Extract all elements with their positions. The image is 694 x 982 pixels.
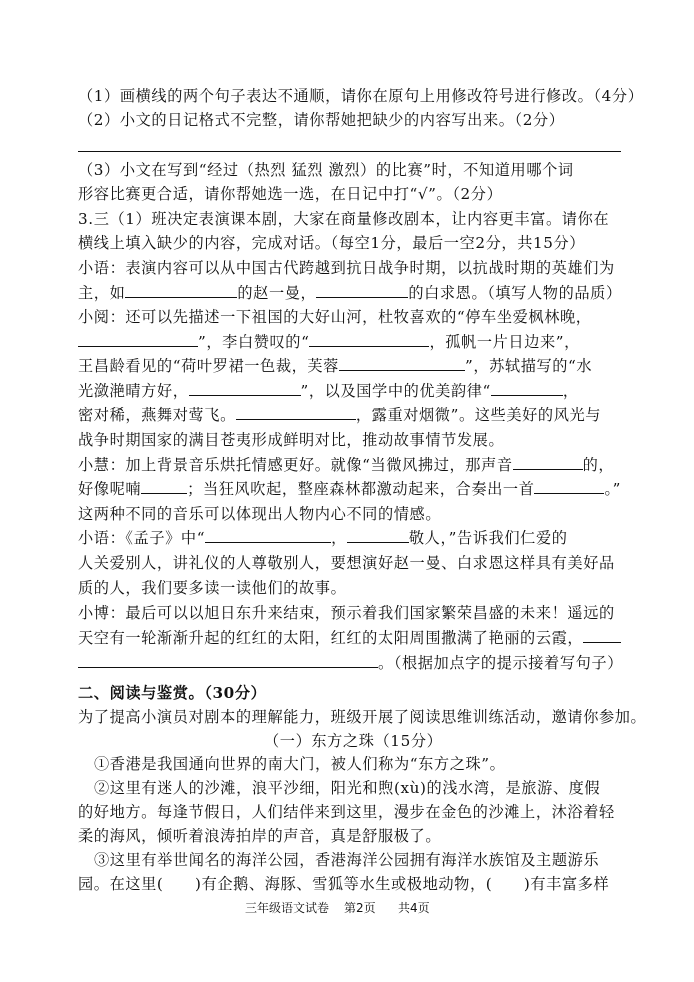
xiaoyue-line-1: 小阅：还可以先描述一下祖国的大好山河，杜牧喜欢的“停车坐爱枫林晚， <box>78 308 592 326</box>
blank-field[interactable] <box>513 455 583 470</box>
text: ；当狂风吹起，整座森林都激动起来，合奏出一首 <box>187 480 535 498</box>
xiaoyu-line-1: 小语：表演内容可以从中国古代跨越到抗日战争时期，以抗战时期的英雄们为 <box>78 259 615 277</box>
text: ”，以及国学中的优美韵律“ <box>300 382 491 400</box>
footer-total-pages: 共4页 <box>398 901 430 915</box>
text: 的白求恩。（填写人物的品质） <box>408 284 622 302</box>
text: 的， <box>582 456 615 474</box>
text: ，孤帆一片日边来”， <box>429 333 580 351</box>
blank-field[interactable] <box>347 528 409 543</box>
blank-field[interactable] <box>205 528 331 543</box>
xiaoyue-line-5 <box>78 405 601 425</box>
text: 敬人，”告诉我们仁爱的 <box>408 529 568 547</box>
text: ， <box>562 382 579 400</box>
question-2: （2）小文的日记格式不完整，请你帮她把缺少的内容写出来。（2分） <box>78 111 565 129</box>
text: 的赵一曼， <box>237 284 317 302</box>
blank-field[interactable] <box>583 628 621 643</box>
text: 小语：《孟子》中“ <box>78 529 206 547</box>
text: 。（根据加点字的提示接着写句子） <box>378 654 623 672</box>
paragraph-1: ①香港是我国通向世界的南大门，被人们称为“东方之珠”。 <box>94 755 506 773</box>
xiaoyu2-line-3: 质的人，我们要多读一读他们的故事。 <box>78 579 347 597</box>
blank-field[interactable] <box>78 332 198 347</box>
text: ”，李白赞叹的“ <box>198 333 310 351</box>
blank-field[interactable] <box>491 381 563 396</box>
xiaoyue-line-4 <box>78 381 579 401</box>
xiaoyue-line-2 <box>78 332 580 352</box>
text: 好像呢喃 <box>78 480 142 498</box>
xiaohui-line-1 <box>78 455 614 475</box>
blank-field[interactable] <box>236 405 356 420</box>
text: ，露重对烟微”。这些美好的风光与 <box>355 406 602 424</box>
xiaoyu2-line-2: 人关爱别人，讲礼仪的人尊敬别人，要想演好赵一曼、白求恩这样具有美好品 <box>78 554 615 572</box>
paragraph-3-line-2: 园。在这里( )有企鹅、海豚、雪狐等水生或极地动物，( )有丰富多样 <box>78 875 610 893</box>
text: 主，如 <box>78 284 126 302</box>
text: 小慧：加上背景音乐烘托情感更好。就像“当微风拂过，那声音 <box>78 456 513 474</box>
text: ”，苏轼描写的“水 <box>464 357 593 375</box>
blank-field[interactable] <box>309 332 429 347</box>
xiaobo-line-2 <box>78 628 621 648</box>
section-3-intro-line-1: 3.三（1）班决定表演课本剧，大家在商量修改剧本，让内容更丰富。请你在 <box>78 210 610 228</box>
question-3-line-2: 形容比赛更合适，请你帮她选一选，在日记中打“√”。（2分） <box>78 185 503 203</box>
xiaohui-line-3: 这两种不同的音乐可以体现出人物内心不同的情感。 <box>78 505 442 523</box>
xiaoyue-line-3 <box>78 356 592 376</box>
xiaobo-line-1: 小博：最后可以以旭日东升来结束，预示着我们国家繁荣昌盛的未来！遥远的 <box>78 604 615 622</box>
question-3-line-1: （3）小文在写到“经过（热烈 猛烈 激烈）的比赛”时，不知道用哪个词 <box>78 161 574 179</box>
footer-exam-name: 三年级语文试卷 <box>245 901 330 915</box>
text: 天空有一轮渐渐升起的红红的太阳，红红的太阳周围撒满了艳丽的云霞， <box>78 629 584 647</box>
text: 光潋滟晴方好， <box>78 382 189 400</box>
section-3-intro-line-2: 横线上填入缺少的内容，完成对话。（每空1分，最后一空2分，共15分） <box>78 234 586 252</box>
xiaoyu-line-2 <box>78 283 622 303</box>
text: 王昌龄看见的“荷叶罗裙一色裁，芙蓉 <box>78 357 339 375</box>
blank-field[interactable] <box>141 479 187 494</box>
text: 。” <box>604 480 622 498</box>
footer-page-number: 第2页 <box>344 901 376 915</box>
blank-field[interactable] <box>534 479 604 494</box>
blank-field[interactable] <box>316 283 408 298</box>
paragraph-2-line-1: ②这里有迷人的沙滩，浪平沙细，阳光和煦(xù)的浅水湾，是旅游、度假 <box>94 779 601 797</box>
xiaoyu2-line-1 <box>78 528 568 548</box>
paragraph-3-line-1: ③这里有举世闻名的海洋公园，香港海洋公园拥有海洋水族馆及主题游乐 <box>94 851 600 869</box>
text: ， <box>331 529 347 547</box>
answer-line <box>78 151 621 152</box>
blank-field[interactable] <box>189 381 301 396</box>
reading-intro: 为了提高小演员对剧本的理解能力，班级开展了阅读思维训练活动，邀请你参加。 <box>78 708 647 726</box>
blank-field[interactable] <box>339 356 465 371</box>
question-1: （1）画横线的两个句子表达不通顺，请你在原句上用修改符号进行修改。（4分） <box>78 87 644 105</box>
xiaoyue-line-6: 战争时期国家的满目苍夷形成鲜明对比，推动故事情节发展。 <box>78 431 505 449</box>
paragraph-2-line-3: 柔的海风，倾听着浪涛拍岸的声音，真是舒服极了。 <box>78 827 442 845</box>
passage-title: （一）东方之珠（15分） <box>264 732 443 750</box>
paragraph-2-line-2: 的好地方。每逢节假日，人们结伴来到这里，漫步在金色的沙滩上，沐浴着轻 <box>78 803 615 821</box>
xiaohui-line-2 <box>78 479 621 499</box>
text: 密对稀，燕舞对莺飞。 <box>78 406 236 424</box>
blank-field[interactable] <box>78 653 378 668</box>
section-2-heading: 二、阅读与鉴赏。（30分） <box>78 684 267 702</box>
xiaobo-line-3 <box>78 653 623 673</box>
blank-field[interactable] <box>125 283 237 298</box>
